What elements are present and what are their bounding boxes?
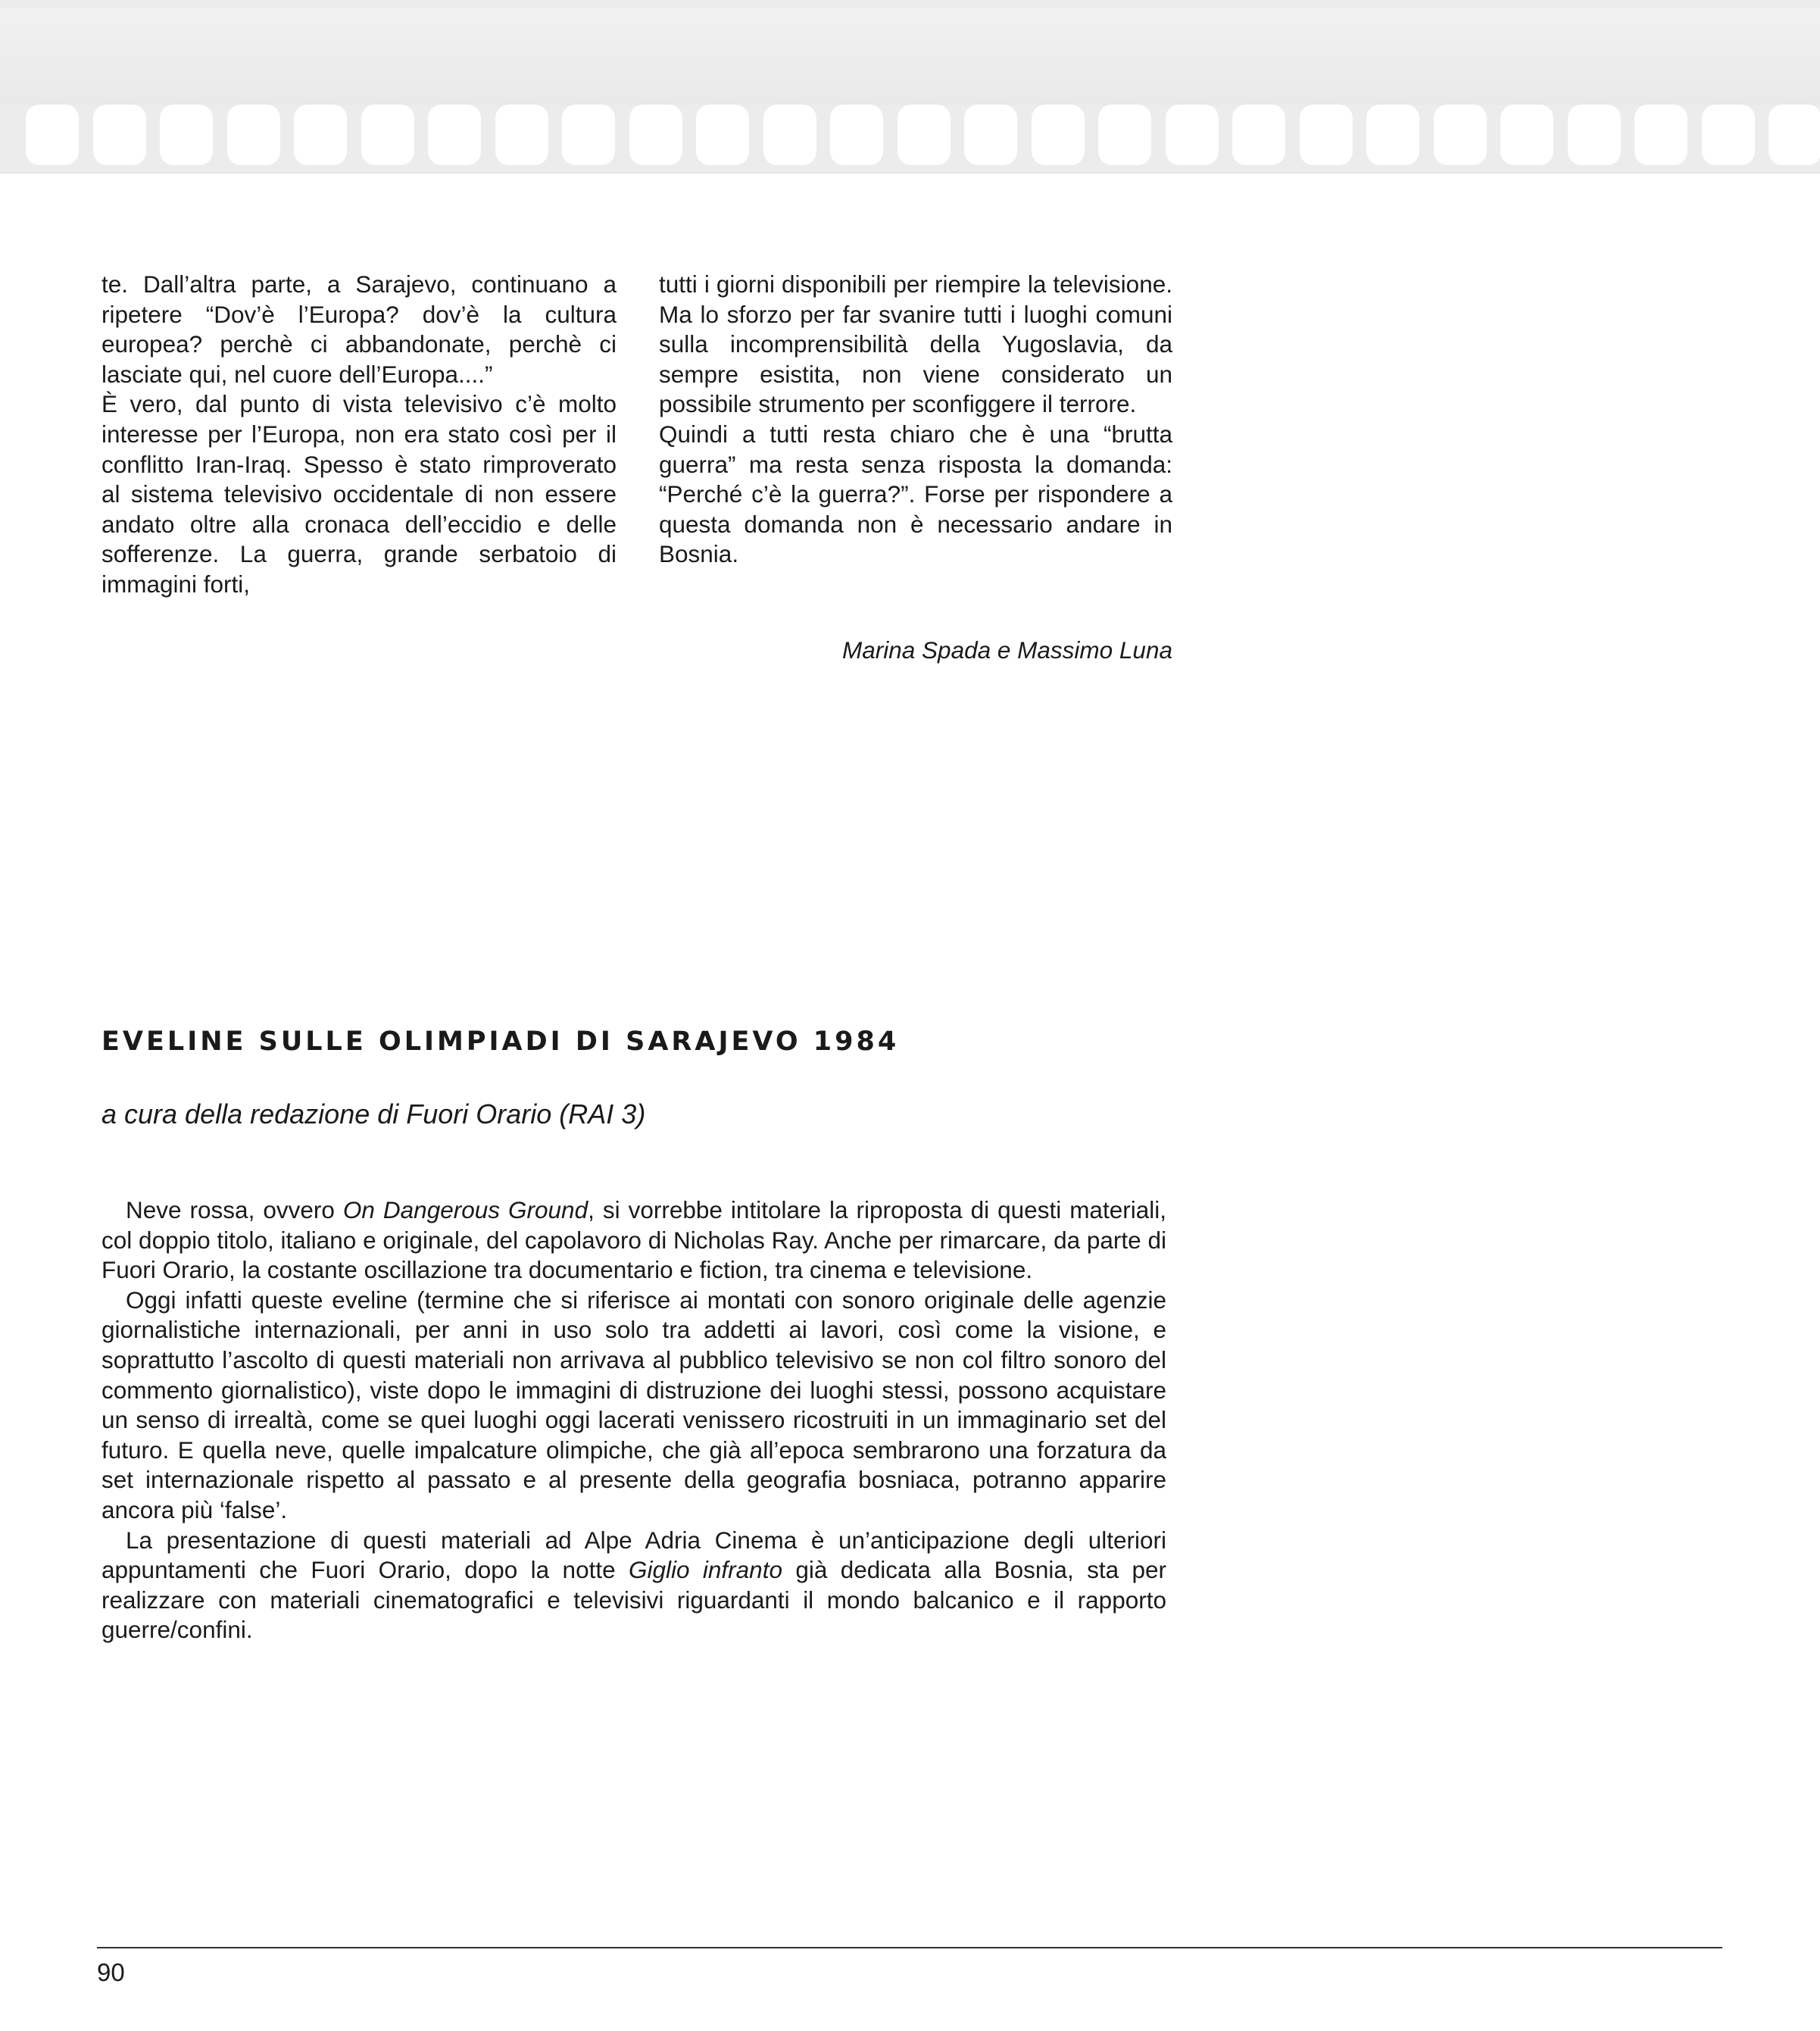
film-title-italic: On Dangerous Ground bbox=[342, 1196, 588, 1223]
film-perforation bbox=[1098, 105, 1151, 165]
left-column-paragraph: te. Dall’altra parte, a Sarajevo, continuano a ripetere “Dov’è l’Europa? dov’è la cultura europea? perchè ci abbandonate, perchè ci lasciate qui, nel cuore dell’Europa....” bbox=[101, 270, 617, 388]
film-perforation bbox=[562, 105, 615, 165]
section-title: EVELINE SULLE OLIMPIADI DI SARAJEVO 1984 bbox=[101, 1026, 900, 1057]
film-perforation bbox=[1434, 105, 1487, 165]
film-perforation bbox=[227, 105, 280, 165]
film-perforation bbox=[1568, 105, 1621, 165]
film-perforation bbox=[1768, 105, 1820, 165]
film-perforation bbox=[1032, 105, 1085, 165]
right-column-paragraph: tutti i giorni disponibili per riempire la televisione. Ma lo sforzo per far svanire tutti i luoghi comuni sulla incomprensibilità della Yugoslavia, da sempre esistita, non viene considerato un possibile strumento per sconfiggere il terrore. bbox=[659, 270, 1172, 418]
footer-rule bbox=[97, 1947, 1722, 1948]
text-run: già dedicata alla Bosnia, sta per realizzare con materiali cinematografici e televisivi riguardanti il mondo balcanico e il rapporto guerre/confini. bbox=[101, 1556, 1166, 1644]
film-perforation bbox=[1366, 105, 1419, 165]
left-column-paragraph: È vero, dal punto di vista televisivo c’è molto interesse per l’Europa, non era stato così per il conflitto Iran-Iraq. Spesso è stato rimproverato al sistema televisivo occidentale di non essere andato oltre alla cronaca dell’eccidio e delle sofferenze. La guerra, grande serbatoio di immagini forti, bbox=[101, 390, 617, 598]
film-perforation bbox=[1702, 105, 1755, 165]
film-perforation bbox=[93, 105, 146, 165]
author-signature: Marina Spada e Massimo Luna bbox=[842, 636, 1172, 664]
film-perforation bbox=[898, 105, 951, 165]
film-perforations bbox=[0, 105, 1820, 167]
right-column-paragraph: Quindi a tutti resta chiaro che è una “brutta guerra” ma resta senza risposta la domanda: “Perché c’è la guerra?”. Forse per rispondere a questa domanda non è necessario andare in Bosnia. bbox=[659, 420, 1172, 568]
film-perforation bbox=[428, 105, 481, 165]
left-column bbox=[101, 270, 617, 600]
film-perforation bbox=[160, 105, 213, 165]
section-subtitle: a cura della redazione di Fuori Orario (RAI 3) bbox=[101, 1098, 646, 1130]
page-number: 90 bbox=[97, 1958, 125, 1986]
film-perforation bbox=[26, 105, 79, 165]
film-perforation bbox=[294, 105, 347, 165]
film-perforation bbox=[1166, 105, 1219, 165]
program-title-italic: Giglio infranto bbox=[628, 1556, 782, 1584]
film-perforation bbox=[1300, 105, 1353, 165]
film-perforation bbox=[964, 105, 1017, 165]
film-strip-header bbox=[0, 0, 1820, 173]
film-perforation bbox=[1634, 105, 1687, 165]
film-perforation bbox=[696, 105, 749, 165]
section-body bbox=[101, 1195, 1166, 1645]
film-strip-band bbox=[0, 8, 1820, 105]
text-run: La presentazione di questi materiali ad Alpe Adria Cinema è un’anticipazione degli ulteriori appuntamenti che Fuori Orario, dopo la notte bbox=[101, 1526, 1166, 1584]
body-paragraph bbox=[101, 1526, 1166, 1645]
film-perforation bbox=[830, 105, 883, 165]
film-perforation bbox=[763, 105, 816, 165]
body-paragraph bbox=[101, 1195, 1166, 1286]
film-perforation bbox=[1232, 105, 1285, 165]
right-column bbox=[659, 270, 1172, 570]
text-run: , si vorrebbe intitolare la riproposta di questi materiali, col doppio titolo, italiano e originale, del capolavoro di Nicholas Ray. Anche per rimarcare, da parte di Fuori Orario, la costante oscillazione tra documentario e fiction, tra cinema e televisione. bbox=[101, 1196, 1166, 1284]
body-paragraph: Oggi infatti queste eveline (termine che si riferisce ai montati con sonoro originale delle agenzie giornalistiche internazionali, per anni in uso solo tra addetti ai lavori, così come la visione, e soprattutto l’ascolto di questi materiali non arrivava al pubblico televisivo se non col filtro sonoro del commento giornalistico), viste dopo le immagini di distruzione dei luoghi stessi, possono acquistare un senso di irrealtà, come se quei luoghi oggi lacerati venissero ricostruiti in un immaginario set del futuro. E quella neve, quelle impalcature olimpiche, che già all’epoca sembrarono una forzatura da set internazionale rispetto al passato e al presente della geografia bosniaca, potranno apparire ancora più ‘false’. bbox=[101, 1286, 1166, 1523]
film-perforation bbox=[1500, 105, 1553, 165]
text-run: Neve rossa, ovvero bbox=[126, 1196, 343, 1223]
film-perforation bbox=[629, 105, 682, 165]
film-perforation bbox=[361, 105, 414, 165]
film-perforation bbox=[495, 105, 548, 165]
